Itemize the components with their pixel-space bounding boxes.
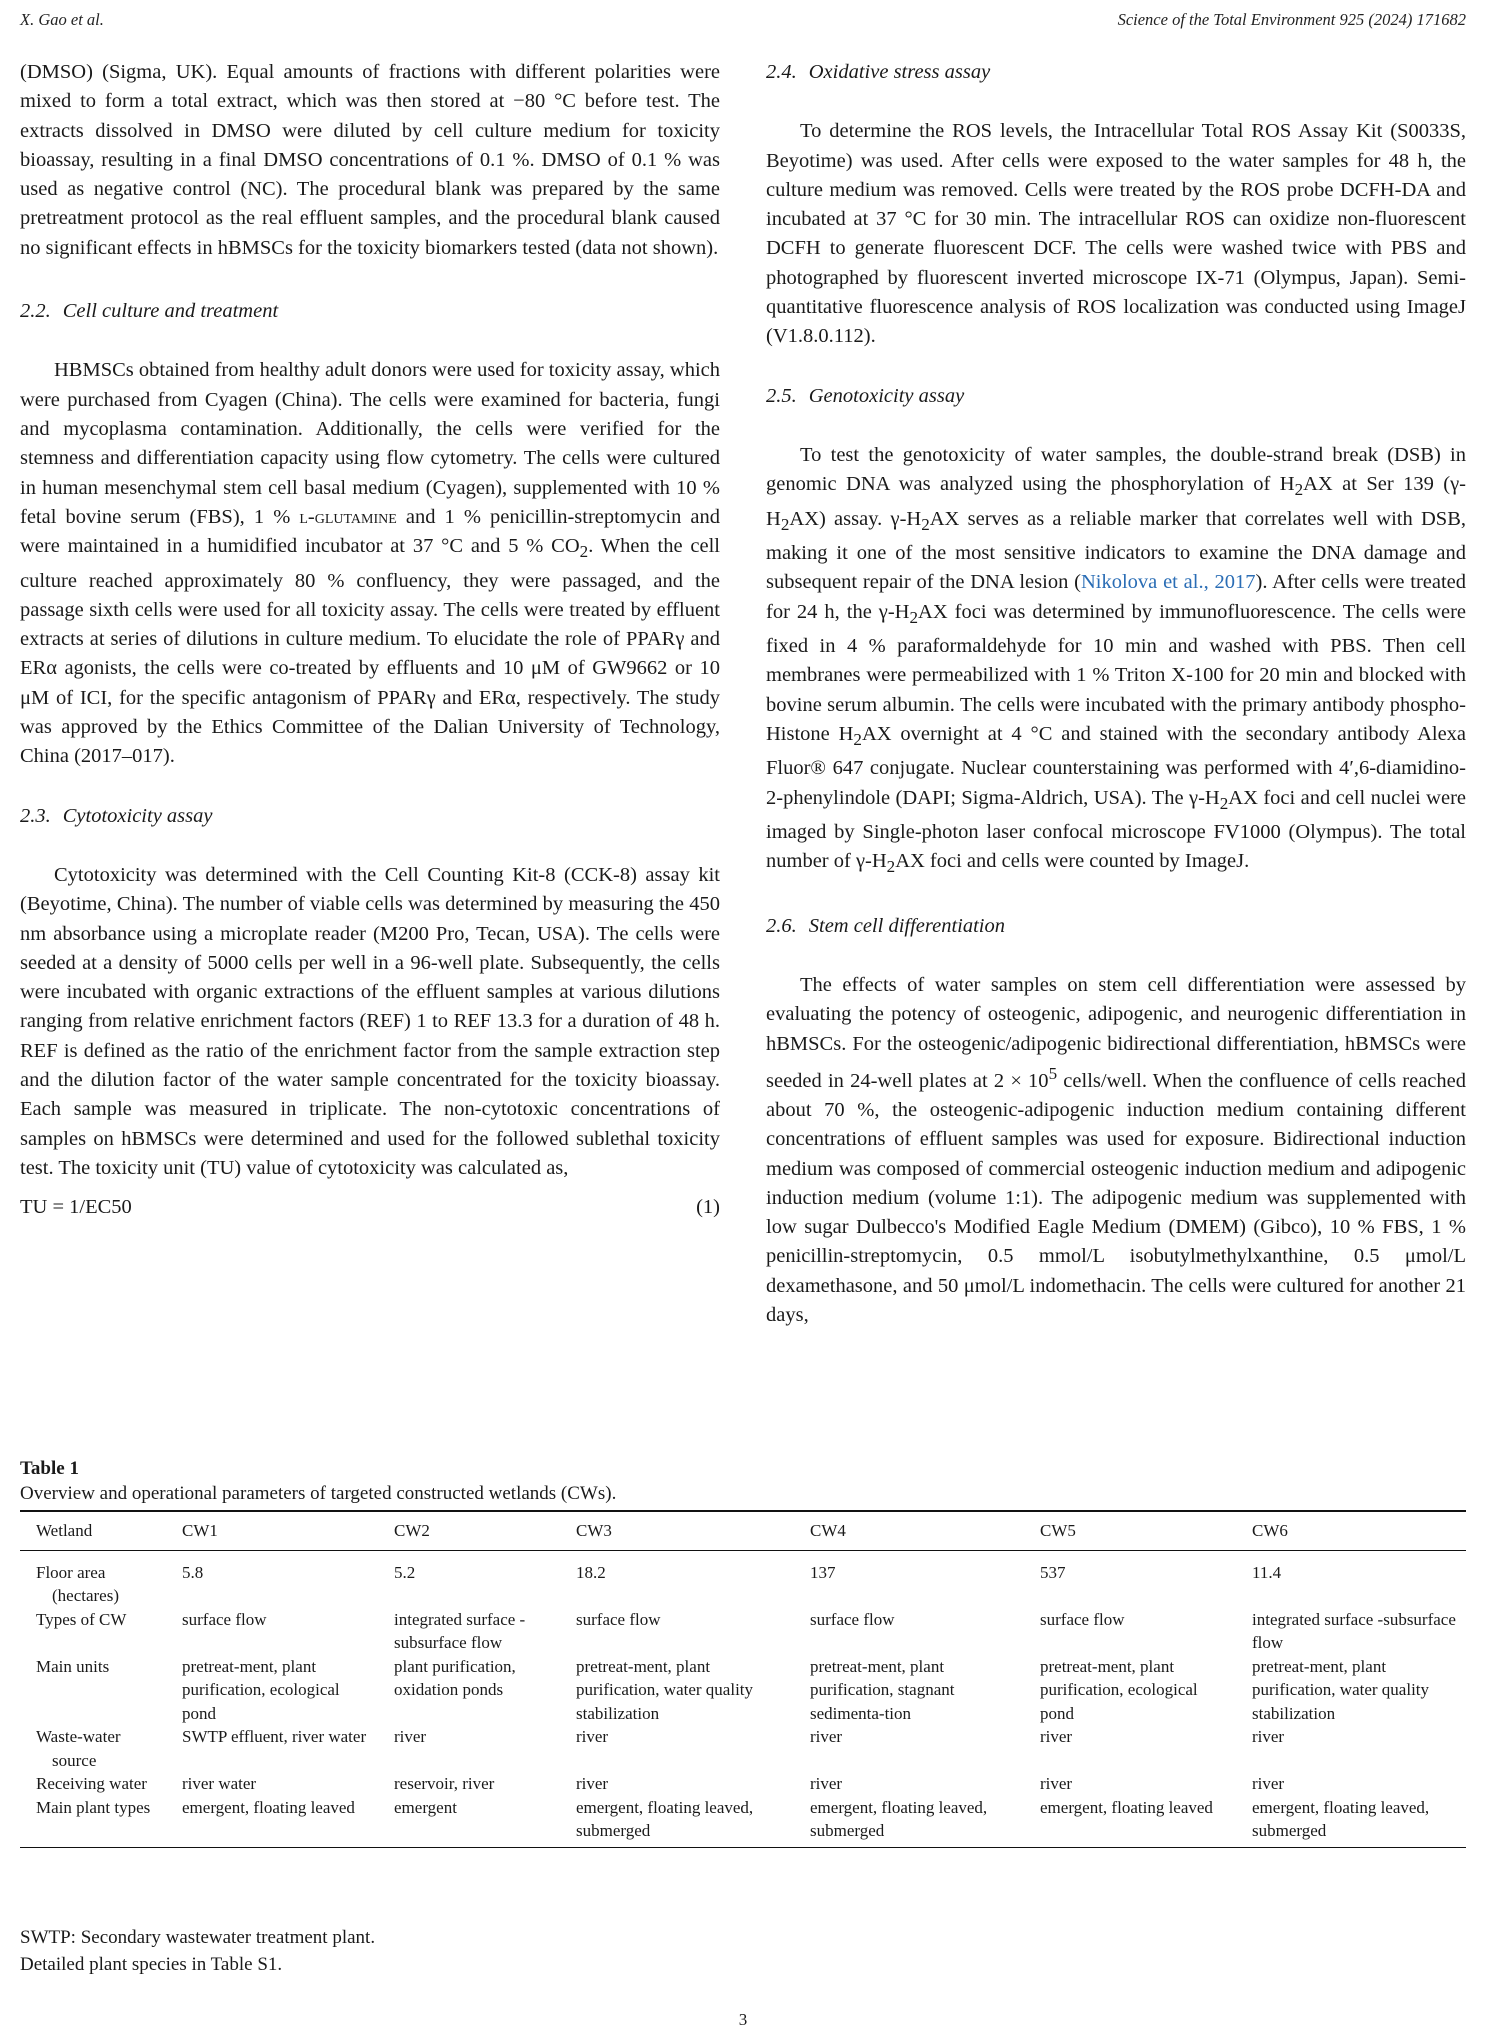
section-title: Stem cell differentiation [808, 914, 1005, 937]
text-run: AX at Ser 139 (γ-H [766, 473, 1466, 530]
section-heading-2-4 [766, 58, 1466, 87]
table-footnotes [20, 1924, 375, 1978]
table-header-row [20, 1511, 1466, 1550]
table-cell: pretreat-ment, plant purification, water quality stabilization [1252, 1656, 1430, 1723]
row-header-text: Waste-water source [36, 1727, 121, 1770]
table-cell: river [576, 1727, 609, 1746]
section-heading-2-2 [20, 297, 720, 326]
running-head-journal: Science of the Total Environment 925 (2024) 171682 [1117, 10, 1466, 29]
table-cell: plant purification, oxidation ponds [394, 1656, 516, 1699]
table-cell: 5.8 [182, 1562, 204, 1582]
section-title: Genotoxicity assay [808, 384, 965, 407]
table-cell: surface flow [182, 1609, 267, 1629]
table-cell: surface flow [1040, 1609, 1125, 1629]
text-run: The effects of water samples on stem cell differentiation were assessed by evaluating the potency of osteogenic, adipogenic, and neurogenic differentiation in hBMSCs. For the osteogenic/adipogenic bidirectional differentiation, hBMSCs were seeded in 24-well plates at 2 × 10 [766, 973, 1466, 1092]
paragraph-cytotoxicity: Cytotoxicity was determined with the Cell Counting Kit-8 (CCK-8) assay kit (Beyotime, China). The number of viable cells was determined by measuring the 450 nm absorbance using a microplate reader (M200 Pro, Tecan, USA). The cells were seeded at a density of 5000 cells per well in a 96-well plate. Subsequently, the cells were incubated with organic extractions of the effluent samples at various dilutions ranging from relative enrichment factors (REF) 1 to REF 13.3 for a duration of 48 h. REF is defined as the ratio of the enrichment factor from the sample extraction step and the dilution factor of the water sample concentrated for the toxicity bioassay. Each sample was measured in triplicate. The non-cytotoxic concentrations of samples on hBMSCs were determined and used for the followed sublethal toxicity test. The toxicity unit (TU) value of cytotoxicity was calculated as, [20, 863, 720, 1179]
table-cell: emergent, floating leaved, submerged [1236, 1796, 1466, 1848]
table-cell: integrated surface -subsurface flow [394, 1609, 526, 1652]
table-cell: pretreat-ment, plant purification, water quality stabilization [576, 1656, 754, 1723]
paragraph-cell-culture [20, 356, 720, 771]
column-header: Wetland [20, 1511, 166, 1550]
running-head-authors: X. Gao et al. [20, 10, 104, 29]
paragraph-extract-prep: (DMSO) (Sigma, UK). Equal amounts of fractions with different polarities were mixed to form a total extract, which was then stored at −80 °C before test. The extracts dissolved in DMSO were diluted by cell culture medium for toxicity bioassay, resulting in a final DMSO concentrations of 0.1 %. DMSO of 0.1 % was used as negative control (NC). The procedural blank was prepared by the same pretreatment protocol as the real effluent samples, and the procedural blank caused no significant effects in hBMSCs for the toxicity biomarkers tested (data not shown). [20, 61, 720, 259]
table-cell: reservoir, river [394, 1774, 495, 1793]
paragraph-genotoxicity [766, 441, 1466, 882]
wetlands-table [20, 1510, 1466, 1848]
text-run: AX serves as a reliable marker that correlates well with DSB, making it one of the most sensitive indicators to examine the DNA damage and subsequent repair of the DNA lesion ( [766, 507, 1466, 594]
table-cell: emergent, floating leaved [1024, 1796, 1236, 1848]
table-cell: surface flow [576, 1609, 661, 1629]
section-heading-2-3 [20, 802, 720, 831]
table-label: Table 1 [20, 1458, 79, 1479]
subscript: 2 [853, 730, 862, 750]
row-header-text: Main plant types [36, 1797, 151, 1817]
table-row [20, 1772, 1466, 1796]
table-cell: 5.2 [394, 1562, 416, 1582]
table-cell: river [1252, 1774, 1285, 1793]
text-run: AX) assay. γ-H [789, 507, 922, 530]
citation-link[interactable]: Nikolova et al., 2017 [1080, 571, 1256, 594]
column-header: CW6 [1236, 1511, 1466, 1550]
subscript: 2 [780, 514, 790, 534]
section-title: Cytotoxicity assay [62, 804, 213, 827]
text-run: AX foci was determined by immunofluorescence. The cells were fixed in 4 % paraformaldehyde for 10 min and washed with PBS. Then cell membranes were permeabilized with 1 % Triton X-100 for 20 min and blocked with bovine serum albumin. The cells were incubated with the primary antibody phospho-Histone H [766, 600, 1467, 745]
text-run: . When the cell culture reached approximately 80 % confluency, they were passaged, and the passage sixth cells were used for all toxicity assay. The cells were treated by effluent extracts at series of dilutions in culture medium. To elucidate the role of PPARγ and ERα agonists, the cells were co-treated by effluents and 10 μM of GW9662 or 10 μM of ICI, for the specific antagonism of PPARγ and ERα, respectively. The study was approved by the Ethics Committee of the Dalian University of Technology, China (2017–017). [20, 535, 720, 768]
table-cell: pretreat-ment, plant purification, ecological pond [182, 1656, 340, 1723]
text-run: AX foci and cells were counted by ImageJ. [895, 850, 1250, 873]
row-header [20, 1655, 166, 1726]
table-row [20, 1608, 1466, 1655]
table-cell: river [810, 1727, 843, 1746]
table-cell: pretreat-ment, plant purification, ecological pond [1040, 1656, 1198, 1723]
paragraph-differentiation [766, 971, 1466, 1330]
subscript: 2 [886, 857, 896, 877]
table-cell: river [1040, 1774, 1073, 1793]
row-header-text: Floor area (hectares) [36, 1562, 120, 1605]
section-number: 2.6. [766, 914, 797, 937]
right-column [766, 58, 1466, 1330]
table-cell: SWTP effluent, river water [182, 1727, 367, 1746]
subscript: 2 [1294, 480, 1304, 500]
equation-number: (1) [696, 1196, 720, 1219]
column-header: CW3 [560, 1511, 794, 1550]
table-row [20, 1796, 1466, 1848]
subscript: 2 [1219, 793, 1229, 813]
table-footnote: SWTP: Secondary wastewater treatment plant. [20, 1927, 376, 1948]
table-cell: river [576, 1774, 609, 1793]
row-header-text: Main units [36, 1656, 110, 1676]
row-header [20, 1550, 166, 1608]
subscript: 2 [909, 607, 919, 627]
table-cell: 18.2 [576, 1562, 606, 1582]
table-caption [20, 1456, 616, 1506]
text-run: AX overnight at 4 °C and stained with the secondary antibody Alexa Fluor® 647 conjugate. Nuclear counterstaining was performed with 4′,6-diamidino-2-phenylindole (DAPI; Sigma-Aldrich, USA). The γ-H [766, 722, 1467, 809]
section-heading-2-6 [766, 912, 1466, 941]
section-number: 2.3. [20, 804, 51, 827]
table-row [20, 1655, 1466, 1726]
row-header-text: Types of CW [36, 1609, 127, 1629]
section-heading-2-5 [766, 382, 1466, 411]
section-number: 2.2. [20, 300, 51, 323]
table-cell: integrated surface -subsurface flow [1252, 1609, 1456, 1652]
table-cell: 537 [1040, 1562, 1066, 1582]
equation-1 [20, 1193, 720, 1222]
table-cell: emergent, floating leaved, submerged [794, 1796, 1024, 1848]
text-run: HBMSCs obtained from healthy adult donors were used for toxicity assay, which were purchased from Cyagen (China). The cells were examined for bacteria, fungi and mycoplasma contamination. Additionally, the cells were verified for the stemness and differentiation capacity using flow cytometry. The cells were cultured in human mesenchymal stem cell basal medium (Cyagen), supplemented with 10 % fetal bovine serum (FBS), 1 % [20, 359, 720, 528]
subscript: 2 [921, 514, 930, 534]
column-header: CW5 [1024, 1511, 1236, 1550]
table-cell: 11.4 [1252, 1562, 1282, 1582]
text-run: AX foci and cell nuclei were imaged by Single-photon laser confocal microscope FV1000 (Olympus). The total number of γ-H [766, 786, 1466, 873]
text-run: ). After cells were treated for 24 h, the γ-H [766, 571, 1467, 623]
section-number: 2.4. [766, 61, 797, 83]
table-cell: emergent, floating leaved [166, 1796, 378, 1848]
superscript: 5 [1048, 1063, 1058, 1083]
table-cell: river [394, 1727, 427, 1746]
left-column [20, 58, 720, 1222]
table-cell: emergent, floating leaved, submerged [560, 1796, 794, 1848]
row-header [20, 1725, 166, 1772]
table-cell: river [1040, 1727, 1073, 1746]
table-cell: river [810, 1774, 843, 1793]
row-header-text: Receiving water [36, 1774, 147, 1793]
section-number: 2.5. [766, 384, 797, 407]
column-header: CW1 [166, 1511, 378, 1550]
table-cell: river water [182, 1774, 257, 1793]
table-cell: emergent [378, 1796, 560, 1848]
text-run-lglutamine: l-glutamine [299, 505, 397, 528]
text-run: To test the genotoxicity of water samples, the double-strand break (DSB) in genomic DNA was analyzed using the phosphorylation of H [766, 443, 1466, 496]
text-run: and 1 % penicillin-streptomycin and were maintained in a humidified incubator at 37 °C and 5 % CO [20, 505, 721, 558]
section-title: Oxidative stress assay [808, 61, 991, 83]
table-cell: 137 [810, 1562, 836, 1582]
column-header: CW4 [794, 1511, 1024, 1550]
section-title: Cell culture and treatment [62, 300, 279, 323]
table-cell: surface flow [810, 1609, 895, 1629]
subscript: 2 [579, 542, 589, 562]
table-row [20, 1550, 1466, 1608]
table-row [20, 1725, 1466, 1772]
row-header [20, 1796, 166, 1848]
table-cell: river [1252, 1727, 1285, 1746]
table-footnote: Detailed plant species in Table S1. [20, 1954, 283, 1975]
table-cell: pretreat-ment, plant purification, stagnant sedimenta-tion [810, 1656, 955, 1723]
text-run: cells/well. When the confluence of cells reached about 70 %, the osteogenic-adipogenic induction medium containing different concentrations of effluent samples was used for exposure. Bidirectional induction medium was composed of commercial osteogenic induction medium and adipogenic induction medium (volume 1:1). The adipogenic medium was supplemented with low sugar Dulbecco's Modified Eagle Medium (DMEM) (Gibco), 10 % FBS, 1 % penicillin-streptomycin, 0.5 mmol/L isobutylmethylxanthine, 0.5 μmol/L dexamethasone, and 50 μmol/L indomethacin. The cells were cultured for another 21 days, [766, 1069, 1466, 1327]
table-caption-text: Overview and operational parameters of targeted constructed wetlands (CWs). [20, 1483, 617, 1504]
equation-body: TU = 1/EC50 [20, 1196, 132, 1219]
column-header: CW2 [378, 1511, 560, 1550]
row-header [20, 1772, 166, 1796]
row-header [20, 1608, 166, 1655]
page-number: 3 [738, 2010, 748, 2029]
paragraph-oxidative-stress: To determine the ROS levels, the Intracellular Total ROS Assay Kit (S0033S, Beyotime) was used. After cells were exposed to the water samples for 48 h, the culture medium was removed. Cells were treated by the ROS probe DCFH-DA and incubated at 37 °C for 30 min. The intracellular ROS can oxidize non-fluorescent DCFH to generate fluorescent DCF. The cells were washed twice with PBS and photographed by fluorescent inverted microscope IX-71 (Olympus, Japan). Semi-quantitative fluorescence analysis of ROS localization was conducted using ImageJ (V1.8.0.112). [766, 120, 1466, 348]
